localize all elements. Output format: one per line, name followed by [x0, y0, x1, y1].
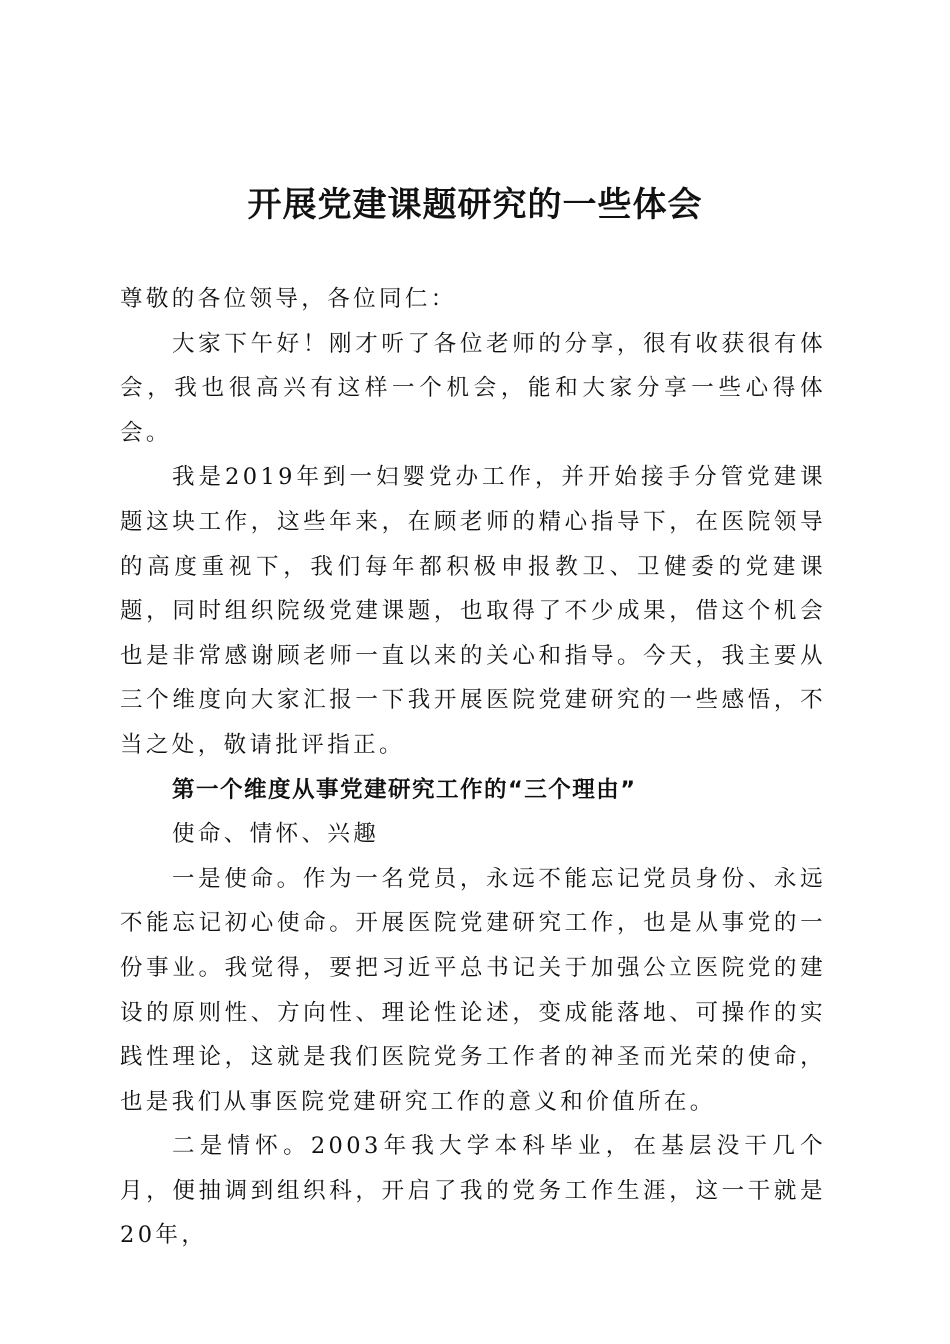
section-subheading: 使命、情怀、兴趣: [172, 821, 380, 848]
paragraph-passion: 二是情怀。2003年我大学本科毕业，在基层没干几个月，便抽调到组织科，开启了我的党务工作生涯，这一干就是20年，: [120, 1133, 826, 1249]
paragraph-mission: 一是使命。作为一名党员，永远不能忘记党员身份、永远不能忘记初心使命。开展医院党建研究工作，也是从事党的一份事业。我觉得，要把习近平总书记关于加强公立医院党的建设的原则性、方向性、理论性论述，变成能落地、可操作的实践性理论，这就是我们医院党务工作者的神圣而光荣的使命，也是我们从事医院党建研究工作的意义和价值所在。: [120, 865, 826, 1115]
document-body: [120, 277, 826, 1258]
paragraph-introduction: 我是2019年到一妇婴党办工作，并开始接手分管党建课题这块工作，这些年来，在顾老师的精心指导下，在医院领导的高度重视下，我们每年都积极申报教卫、卫健委的党建课题，同时组织院级党建课题，也取得了不少成果，借这个机会也是非常感谢顾老师一直以来的关心和指导。今天，我主要从三个维度向大家汇报一下我开展医院党建研究的一些感悟，不当之处，敬请批评指正。: [120, 464, 826, 758]
paragraph-greeting: 大家下午好！刚才听了各位老师的分享，很有收获很有体会，我也很高兴有这样一个机会，能和大家分享一些心得体会。: [120, 330, 826, 446]
section-heading: 第一个维度从事党建研究工作的“三个理由”: [172, 776, 637, 803]
document-title: 开展党建课题研究的一些体会: [247, 185, 703, 225]
salutation: 尊敬的各位领导，各位同仁：: [120, 286, 457, 312]
